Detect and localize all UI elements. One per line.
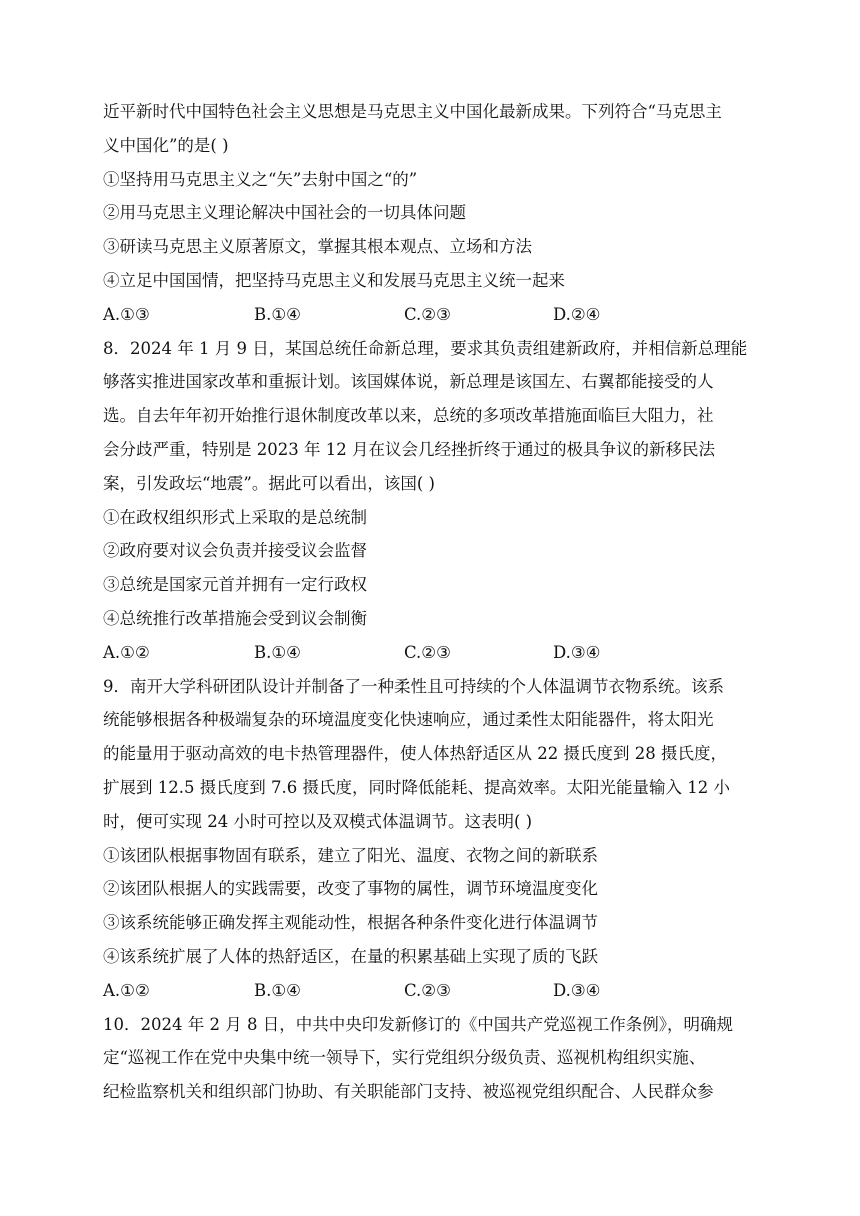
statement-item: ④立足中国国情，把坚持马克思主义和发展马克思主义统一起来	[103, 270, 565, 290]
option-a: A.①②	[103, 980, 150, 1000]
answer-options	[103, 636, 761, 670]
option-c: C.②③	[404, 980, 451, 1000]
question-text-line: 9．南开大学科研团队设计并制备了一种柔性且可持续的个人体温调节衣物系统。该系	[103, 676, 724, 696]
statement-item: ③总统是国家元首并拥有一定行政权	[103, 575, 367, 595]
statement-item: ③研读马克思主义原著原文，掌握其根本观点、立场和方法	[103, 237, 532, 257]
option-d: D.②④	[553, 304, 601, 324]
statement-item: ①在政权组织形式上采取的是总统制	[103, 507, 367, 527]
option-d: D.③④	[553, 642, 601, 662]
answer-options	[103, 974, 761, 1008]
option-b: B.①④	[254, 642, 301, 662]
question-text-line: 选。自去年年初开始推行退休制度改革以来，总统的多项改革措施面临巨大阻力，社	[103, 406, 714, 426]
question-7	[103, 95, 761, 332]
option-a: A.①③	[103, 304, 150, 324]
question-10	[103, 1008, 761, 1109]
question-text-line: 定“巡视工作在党中央集中统一领导下，实行党组织分级负责、巡视机构组织实施、	[103, 1048, 706, 1068]
question-text-line: 纪检监察机关和组织部门协助、有关职能部门支持、被巡视党组织配合、人民群众参	[103, 1082, 714, 1102]
statement-item: ①坚持用马克思主义之“矢”去射中国之“的”	[103, 169, 418, 189]
question-text-line: 义中国化”的是( )	[103, 135, 229, 155]
document-page	[103, 95, 761, 1109]
option-c: C.②③	[404, 304, 451, 324]
statement-item: ②该团队根据人的实践需要，改变了事物的属性，调节环境温度变化	[103, 879, 598, 899]
option-c: C.②③	[404, 642, 451, 662]
option-b: B.①④	[254, 304, 301, 324]
question-text-line: 8．2024 年 1 月 9 日，某国总统任命新总理，要求其负责组建新政府，并相信新总理能	[103, 338, 748, 358]
question-text-line: 的能量用于驱动高效的电卡热管理器件，使人体热舒适区从 22 摄氏度到 28 摄氏度，	[103, 744, 727, 764]
question-text-line: 时，便可实现 24 小时可控以及双模式体温调节。这表明( )	[103, 811, 533, 831]
question-9	[103, 670, 761, 1008]
answer-options	[103, 298, 761, 332]
statement-item: ②用马克思主义理论解决中国社会的一切具体问题	[103, 203, 466, 223]
question-text-line: 统能够根据各种极端复杂的环境温度变化快速响应，通过柔性太阳能器件，将太阳光	[103, 710, 714, 730]
question-text-line: 扩展到 12.5 摄氏度到 7.6 摄氏度，同时降低能耗、提高效率。太阳光能量输入 12 小	[103, 777, 730, 797]
question-text-line: 案，引发政坛“地震”。据此可以看出，该国( )	[103, 473, 435, 493]
statement-item: ④该系统扩展了人体的热舒适区，在量的积累基础上实现了质的飞跃	[103, 946, 598, 966]
question-text-line: 近平新时代中国特色社会主义思想是马克思主义中国化最新成果。下列符合“马克思主	[103, 102, 722, 121]
option-d: D.③④	[553, 980, 601, 1000]
statement-item: ③该系统能够正确发挥主观能动性，根据各种条件变化进行体温调节	[103, 913, 598, 933]
statement-item: ②政府要对议会负责并接受议会监督	[103, 541, 367, 561]
question-text-line: 10．2024 年 2 月 8 日，中共中央印发新修订的《中国共产党巡视工作条例》，明确规	[103, 1014, 733, 1034]
question-8	[103, 332, 761, 670]
question-text-line: 会分歧严重，特别是 2023 年 12 月在议会几经挫折终于通过的极具争议的新移民法	[103, 439, 715, 459]
option-a: A.①②	[103, 642, 150, 662]
option-b: B.①④	[254, 980, 301, 1000]
question-text-line: 够落实推进国家改革和重振计划。该国媒体说，新总理是该国左、右翼都能接受的人	[103, 372, 714, 392]
statement-item: ①该团队根据事物固有联系，建立了阳光、温度、衣物之间的新联系	[103, 845, 598, 865]
statement-item: ④总统推行改革措施会受到议会制衡	[103, 608, 367, 628]
